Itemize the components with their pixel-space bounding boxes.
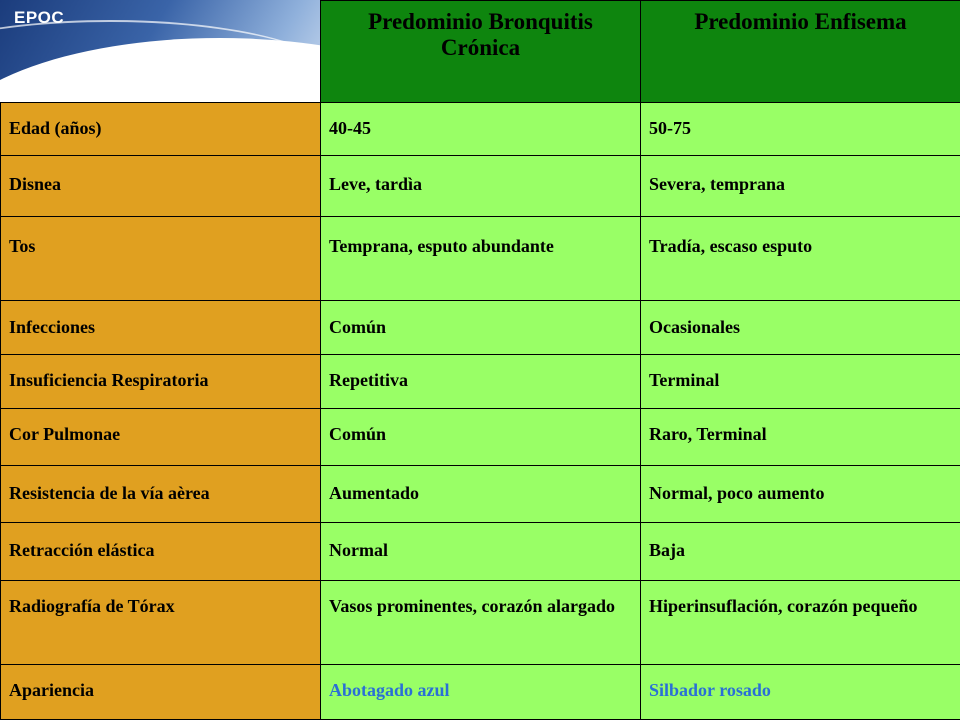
enfisema-value: 50-75 [641,103,960,156]
row-label: Edad (años) [1,103,321,156]
row-label: Resistencia de la vía aèrea [1,466,321,523]
row-label: Insuficiencia Respiratoria [1,355,321,409]
row-label: Radiografía de Tórax [1,581,321,665]
row-label: Apariencia [1,665,321,720]
bronquitis-value: Temprana, esputo abundante [321,217,641,301]
table-row [1,466,960,523]
table-row [1,409,960,466]
table-row [1,581,960,665]
bronquitis-value: Aumentado [321,466,641,523]
enfisema-value: Raro, Terminal [641,409,960,466]
enfisema-value: Silbador rosado [641,665,960,720]
enfisema-value: Severa, temprana [641,156,960,217]
row-label: Disnea [1,156,321,217]
table-row [1,156,960,217]
enfisema-value: Tradía, escaso esputo [641,217,960,301]
header-enfisema: Predominio Enfisema [641,1,960,103]
table-row [1,301,960,355]
bronquitis-value: Vasos prominentes, corazón alargado [321,581,641,665]
bronquitis-value: Normal [321,523,641,581]
row-label: Tos [1,217,321,301]
slide-title: EPOC [14,8,65,27]
bronquitis-value: Repetitiva [321,355,641,409]
row-label: Infecciones [1,301,321,355]
bronquitis-value: Leve, tardìa [321,156,641,217]
header-bronquitis: Predominio Bronquitis Crónica [321,1,641,103]
table-row [1,665,960,720]
enfisema-value: Baja [641,523,960,581]
enfisema-value: Hiperinsuflación, corazón pequeño [641,581,960,665]
bronquitis-value: Abotagado azul [321,665,641,720]
bronquitis-value: Común [321,409,641,466]
row-label: Retracción elástica [1,523,321,581]
table-row [1,103,960,156]
row-label: Cor Pulmonae [1,409,321,466]
enfisema-value: Normal, poco aumento [641,466,960,523]
enfisema-value: Ocasionales [641,301,960,355]
bronquitis-value: 40-45 [321,103,641,156]
table-row [1,355,960,409]
bronquitis-value: Común [321,301,641,355]
header-row [1,1,960,103]
enfisema-value: Terminal [641,355,960,409]
table-row [1,217,960,301]
table-row [1,523,960,581]
